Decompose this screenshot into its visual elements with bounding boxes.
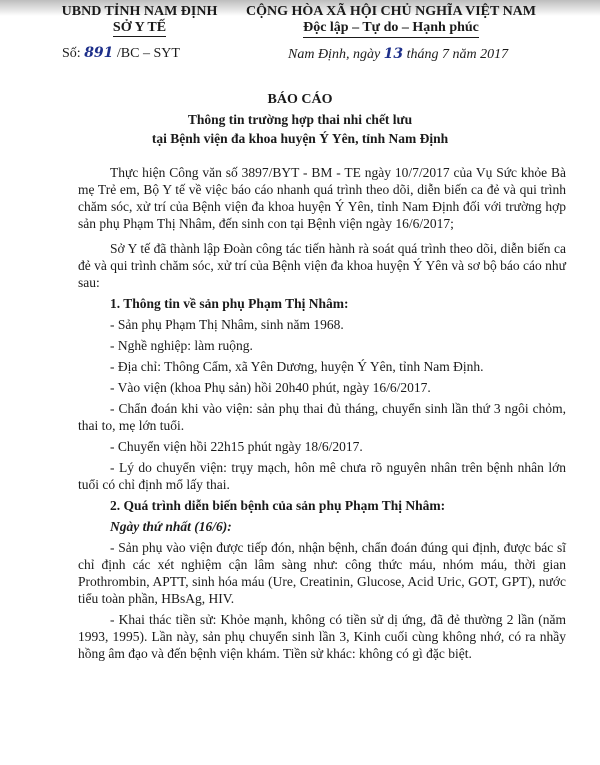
nation-line1: CỘNG HÒA XÃ HỘI CHỦ NGHĨA VIỆT NAM [245,4,536,19]
authority-line2: SỞ Y TẾ [112,20,167,35]
document-date [288,46,508,63]
paragraph-summary: Sở Y tế đã thành lập Đoàn công tác tiến hành rà soát quá trình theo dõi, diễn biến ca đẻ và qui trình chăm sóc, xử trí của Bệnh viện đa khoa huyện Ý Yên và sơ bộ báo cáo như sau: [78,241,566,290]
patient-info-item: - Vào viện (khoa Phụ sản) hồi 20h40 phút, ngày 16/6/2017. [110,380,431,395]
doc-no-label: Số: [62,46,81,61]
patient-info-item: - Chẩn đoán khi vào viện: sản phụ thai đủ tháng, chuyển sinh lần thứ 3 ngôi chỏm, thai to, mẹ lớn tuổi. [78,401,566,433]
paragraph-intro: Thực hiện Công văn số 3897/BYT - BM - TE ngày 10/7/2017 của Vụ Sức khỏe Bà mẹ Trẻ em, Bộ Y tế về việc báo cáo nhanh quá trình theo dõi, diễn biến ca đẻ và qui trình chăm sóc, xử trí của Bệnh viện đa khoa huyện Ý Yên, tỉnh Nam Định đối với trường hợp sản phụ Phạm Thị Nhâm, đến sinh con tại Bệnh viện ngày 16/6/2017; [78,165,566,231]
nation-line2: Độc lập – Tự do – Hạnh phúc [303,20,479,38]
patient-info-item: - Lý do chuyển viện: trụy mạch, hôn mê chưa rõ nguyên nhân trên bệnh nhân lớn tuổi có chỉ định mổ lấy thai. [78,460,566,492]
patient-info-item: - Nghề nghiệp: làm ruộng. [110,338,253,353]
national-motto [226,4,556,38]
patient-info-item: - Địa chỉ: Thông Cẩm, xã Yên Dương, huyện Ý Yên, tỉnh Nam Định. [110,359,484,374]
progress-item: - Khai thác tiền sử: Khỏe mạnh, không có tiền sử dị ứng, đã đẻ thường 2 lần (năm 1993, 1995). Lần này, sản phụ chuyển sinh lần 3, Kinh cuối cùng không nhớ, có ra nhầy hồng âm đạo và đến bệnh viện khám. Tiền sử khác: không có gì đặc biệt. [78,612,566,661]
date-suffix: tháng 7 năm 2017 [406,47,509,62]
date-prefix: Nam Định, ngày [288,47,381,62]
progress-item: - Sản phụ vào viện được tiếp đón, nhận bệnh, chẩn đoán đúng qui định, được bác sĩ chỉ định các xét nghiệm cận lâm sàng như: công thức máu, nhóm máu, thời gian Prothrombin, APTT, sinh hóa máu (Ure, Creatinin, Glucose, Acid Uric, GOT, GPT), nước tiểu toàn phần, HBsAg, HIV. [78,540,566,606]
patient-info-item: - Chuyển viện hồi 22h15 phút ngày 18/6/2017. [110,439,363,454]
section-2-heading: 2. Quá trình diễn biến bệnh của sản phụ Phạm Thị Nhâm: [110,498,446,513]
authority-line1: UBND TỈNH NAM ĐỊNH [61,4,218,19]
document-number [62,45,180,62]
issuing-authority [52,4,227,37]
date-day: 13 [383,46,404,62]
doc-no-value: 891 [84,45,114,61]
report-title: BÁO CÁO [267,92,333,107]
patient-info-item: - Sản phụ Phạm Thị Nhâm, sinh năm 1968. [110,317,344,332]
section-2-subheading: Ngày thứ nhất (16/6): [110,519,232,534]
report-body [78,164,566,662]
section-1-heading: 1. Thông tin về sản phụ Phạm Thị Nhâm: [110,296,349,311]
report-subtitle-2: tại Bệnh viện đa khoa huyện Ý Yên, tỉnh Nam Định [151,131,449,146]
doc-no-suffix: /BC – SYT [116,46,180,61]
report-subtitle-1: Thông tin trường hợp thai nhi chết lưu [187,112,413,127]
